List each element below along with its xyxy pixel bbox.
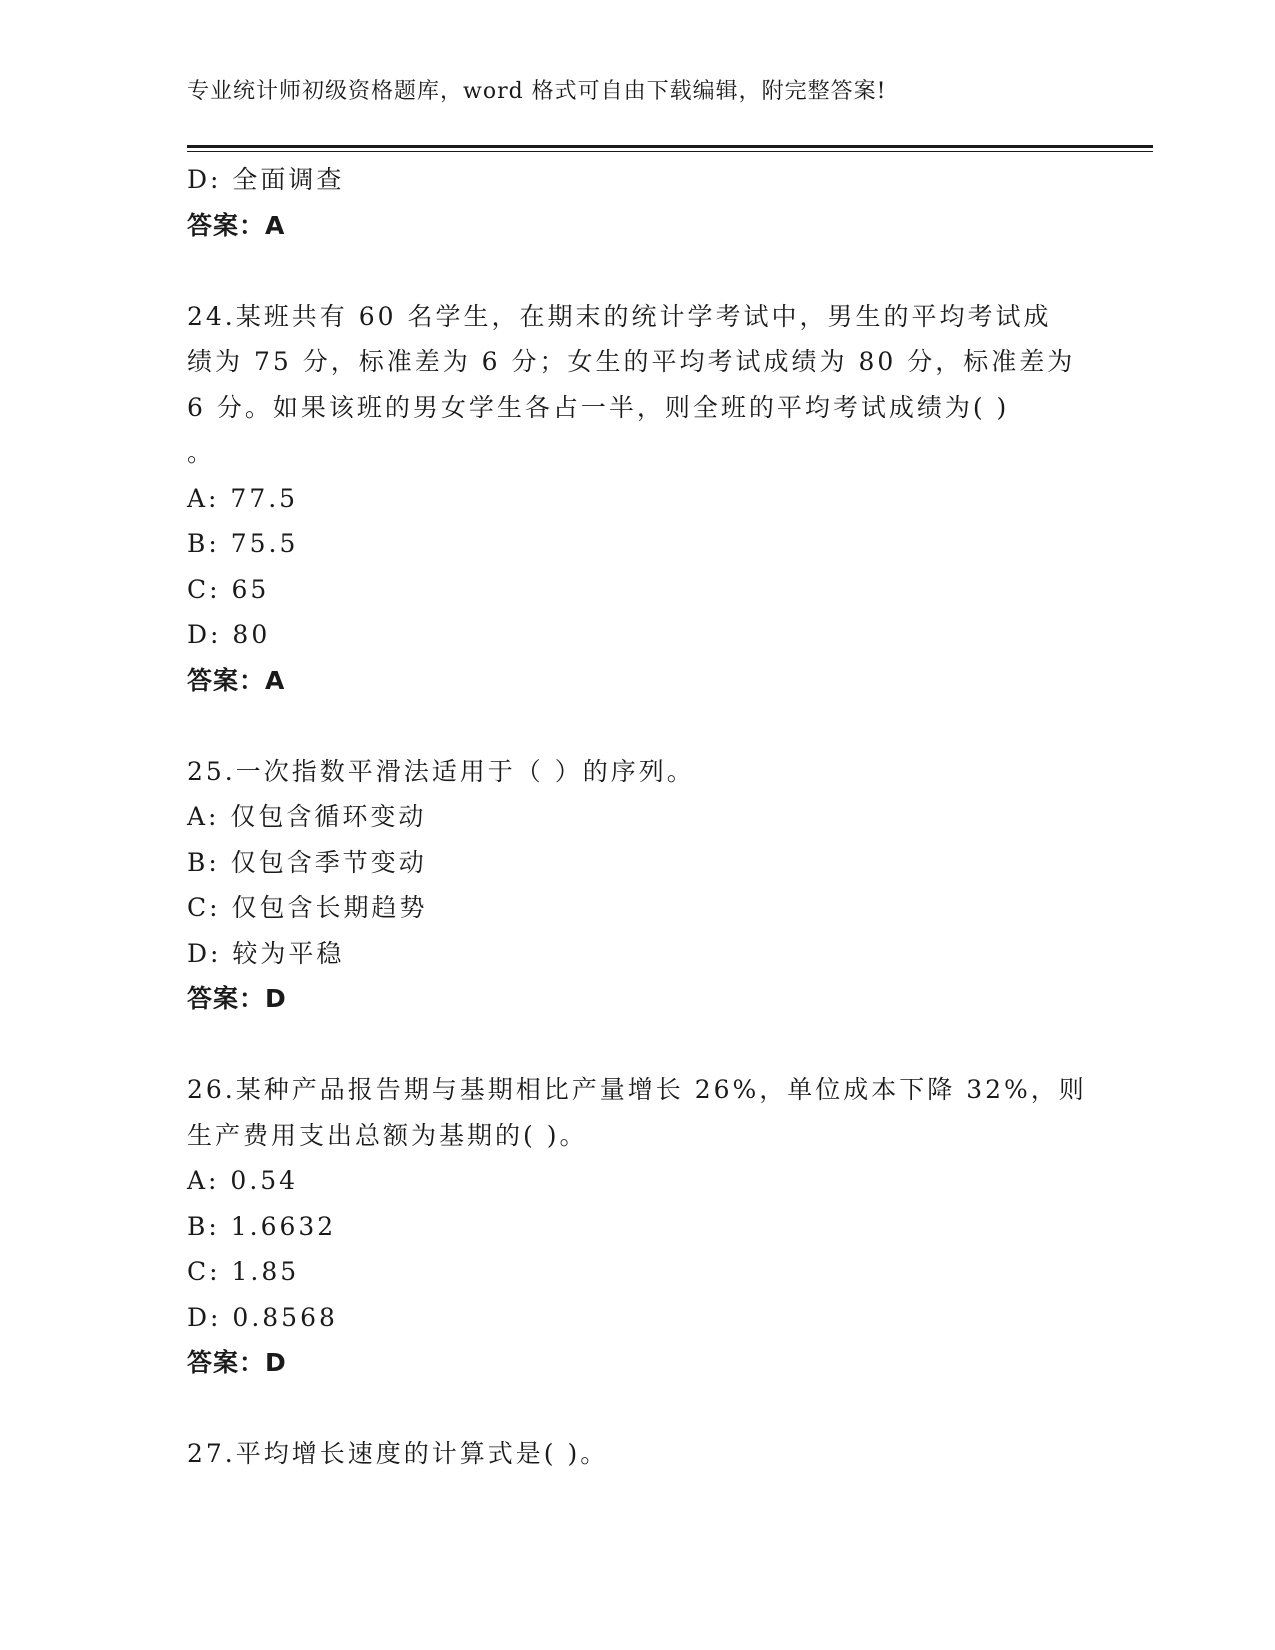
question-content	[187, 157, 1087, 1477]
page-header: 专业统计师初级资格题库，word 格式可自由下载编辑，附完整答案!	[187, 79, 887, 104]
header-rule-thick	[187, 145, 1153, 148]
option-b: B: 1.6632	[187, 1211, 337, 1241]
option-a: A: 0.54	[187, 1166, 299, 1195]
option-d: D: 0.8568	[187, 1302, 338, 1332]
option-d: D: 全面调查	[187, 165, 345, 194]
option-d: D: 80	[187, 620, 271, 649]
question-stem-line: 26.某种产品报告期与基期相比产量增长 26%，单位成本下降 32%，则	[187, 1075, 1087, 1104]
option-c: C: 1.85	[187, 1257, 300, 1286]
question-stem-line: 。	[187, 438, 216, 467]
option-a: A: 仅包含循环变动	[187, 802, 427, 831]
answer: 答案：D	[187, 1348, 287, 1377]
option-c: C: 仅包含长期趋势	[187, 893, 428, 922]
answer: 答案：A	[187, 210, 286, 240]
question-25	[187, 749, 1087, 1022]
question-stem: 27.平均增长速度的计算式是( )。	[187, 1439, 609, 1468]
option-b: B: 75.5	[187, 529, 299, 558]
option-c: C: 65	[187, 574, 270, 604]
option-d: D: 较为平稳	[187, 938, 345, 968]
spacer	[187, 1022, 1087, 1068]
question-stem: 25.一次指数平滑法适用于（ ）的序列。	[187, 756, 695, 786]
option-b: B: 仅包含季节变动	[187, 847, 427, 877]
spacer	[187, 703, 1087, 749]
question-27	[187, 1431, 1087, 1477]
spacer	[187, 248, 1087, 294]
header-rule-thin	[187, 151, 1153, 152]
spacer	[187, 1386, 1087, 1432]
question-24	[187, 294, 1087, 704]
question-26	[187, 1067, 1087, 1386]
question-stem-line: 6 分。如果该班的男女学生各占一半，则全班的平均考试成绩为( )	[187, 392, 1010, 422]
question-stem-line: 生产费用支出总额为基期的( )。	[187, 1120, 588, 1150]
question-stem-line: 24.某班共有 60 名学生，在期末的统计学考试中，男生的平均考试成	[187, 301, 1052, 331]
answer: 答案：A	[187, 665, 286, 695]
question-stem-line: 绩为 75 分，标准差为 6 分；女生的平均考试成绩为 80 分，标准差为	[187, 347, 1076, 376]
answer: 答案：D	[187, 984, 287, 1013]
option-a: A: 77.5	[187, 483, 299, 513]
